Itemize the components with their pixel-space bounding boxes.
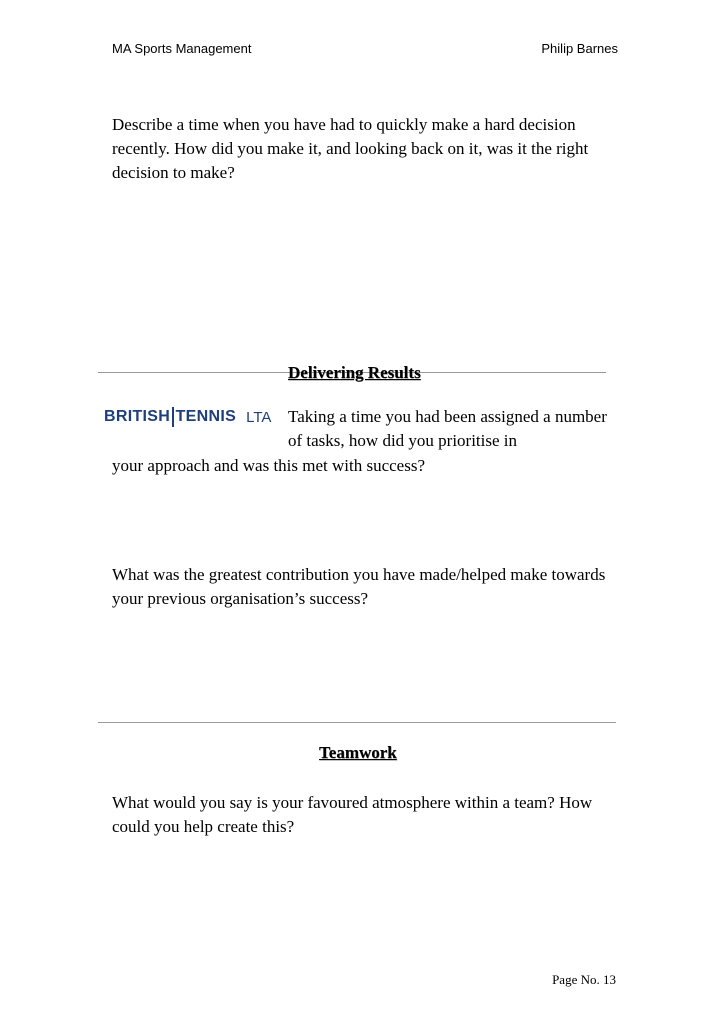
- question-prioritise-part2: your approach and was this met with success?: [112, 456, 425, 475]
- british-tennis-lta-logo: [104, 405, 276, 429]
- section-divider-teamwork: [98, 722, 616, 723]
- question-prioritise-part1: Taking a time you had been assigned a number of tasks, how did you prioritise in: [288, 407, 607, 450]
- question-hard-decision: Describe a time when you have had to quickly make a hard decision recently. How did you make it, and looking back on it, was it the right decision to make?: [112, 115, 589, 182]
- page-number: Page No. 13: [552, 972, 616, 987]
- logo-word-british: BRITISH: [104, 408, 171, 425]
- header-left-text: MA Sports Management: [112, 41, 252, 56]
- question-team-atmosphere: What would you say is your favoured atmosphere within a team? How could you help create this?: [112, 793, 593, 836]
- question-greatest-contribution: What was the greatest contribution you have made/helped make towards your previous organisation’s success?: [112, 565, 606, 608]
- logo-word-lta: LTA: [246, 408, 272, 426]
- section-title-delivering-results: Delivering Results: [288, 363, 421, 382]
- logo-divider-bar: [172, 407, 174, 427]
- header-right-text: Philip Barnes: [541, 41, 618, 56]
- section-title-teamwork: Teamwork: [319, 743, 397, 762]
- logo-word-tennis: TENNIS: [175, 408, 237, 425]
